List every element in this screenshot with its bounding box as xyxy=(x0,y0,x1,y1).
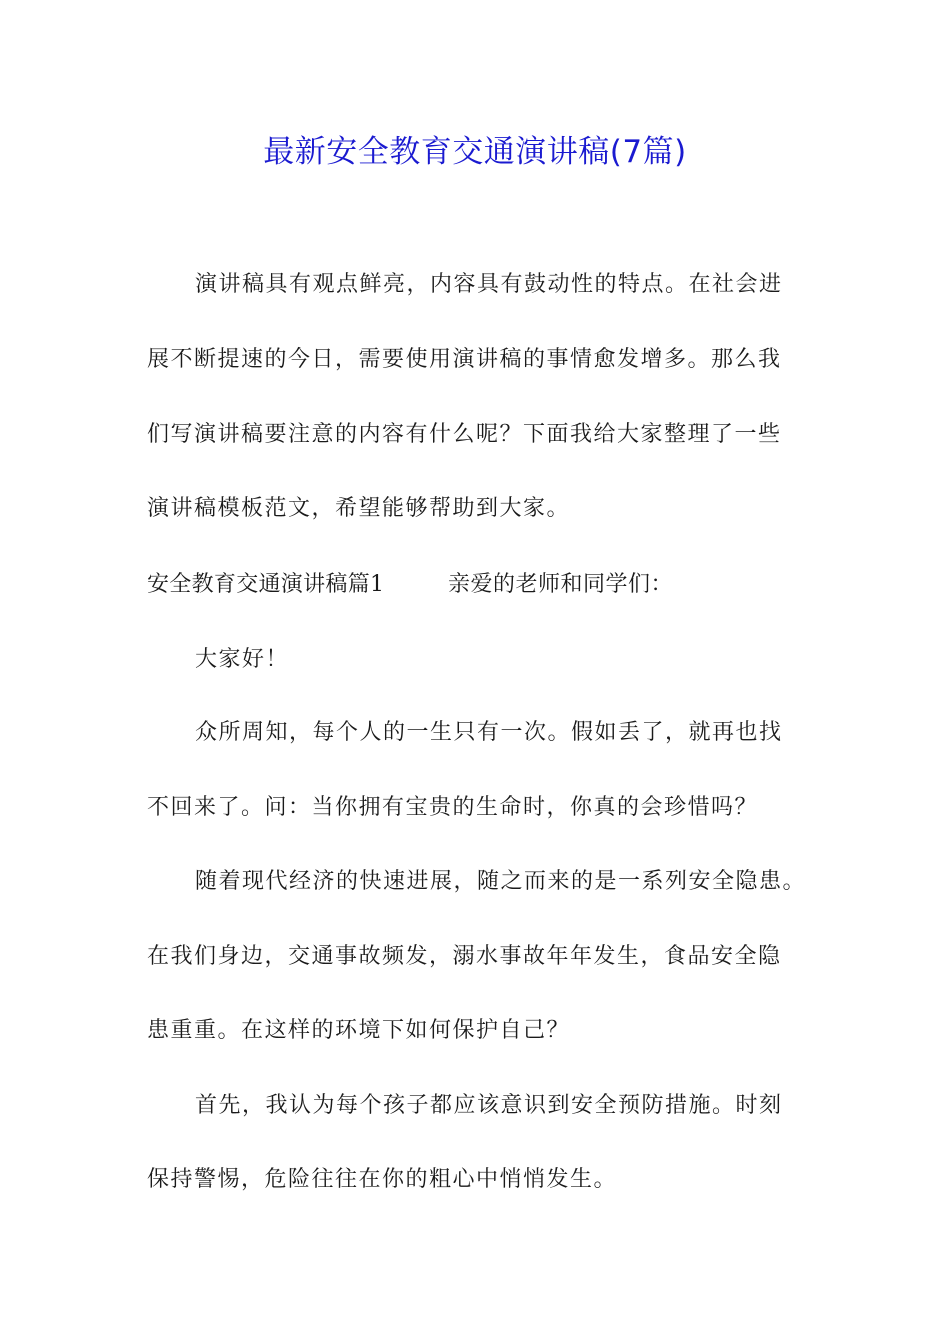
intro-line-3: 们写演讲稿要注意的内容有什么呢？下面我给大家整理了一些 xyxy=(147,422,782,447)
body-line-3: 不回来了。问：当你拥有宝贵的生命时，你真的会珍惜吗？ xyxy=(147,795,759,820)
section-heading: 安全教育交通演讲稿篇1 xyxy=(147,572,385,597)
body-line-4: 随着现代经济的快速进展，随之而来的是一系列安全隐患。 xyxy=(195,869,807,894)
body-line-5: 在我们身边，交通事故频发，溺水事故年年发生，食品安全隐 xyxy=(147,944,782,969)
intro-line-2: 展不断提速的今日，需要使用演讲稿的事情愈发增多。那么我 xyxy=(147,347,782,372)
section-greeting: 亲爱的老师和同学们： xyxy=(448,572,674,597)
body-line-2: 众所周知，每个人的一生只有一次。假如丢了，就再也找 xyxy=(195,720,783,745)
intro-line-4: 演讲稿模板范文，希望能够帮助到大家。 xyxy=(147,496,571,521)
body-line-6: 患重重。在这样的环境下如何保护自己？ xyxy=(147,1018,571,1043)
document-title: 最新安全教育交通演讲稿(7篇) xyxy=(263,134,687,170)
body-line-8: 保持警惕，危险往往在你的粗心中悄悄发生。 xyxy=(147,1167,618,1192)
intro-line-1: 演讲稿具有观点鲜亮，内容具有鼓动性的特点。在社会进 xyxy=(195,272,783,297)
body-line-1: 大家好！ xyxy=(195,647,290,672)
body-line-7: 首先，我认为每个孩子都应该意识到安全预防措施。时刻 xyxy=(195,1093,783,1118)
